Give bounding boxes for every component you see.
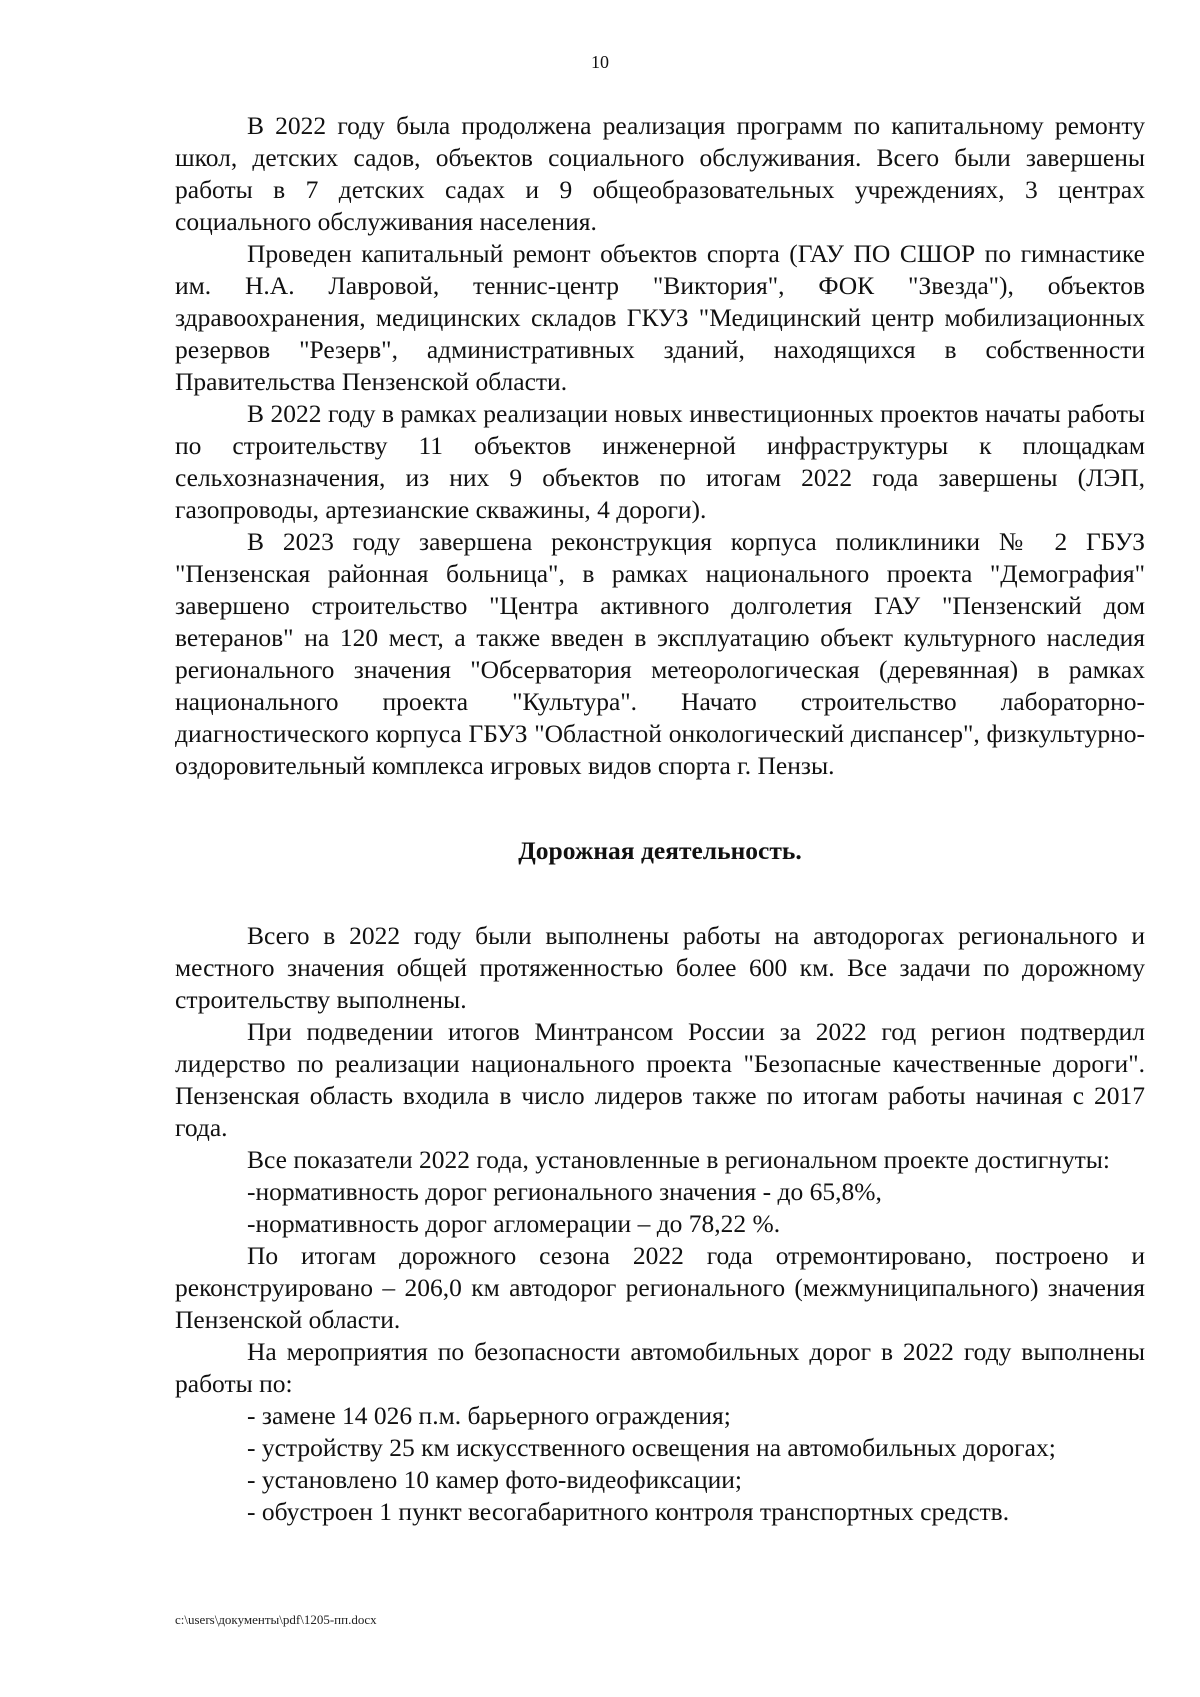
indicator-item: -нормативность дорог регионального значения - до 65,8%, — [247, 1177, 882, 1206]
paragraph-road-season-results: По итогам дорожного сезона 2022 года отремонтировано, построено и реконструировано – 206,0 км автодорог регионального (межмуниципального) значения Пензенской области. — [175, 1241, 1145, 1334]
indicator-item: -нормативность дорог агломерации – до 78,22 %. — [247, 1209, 781, 1238]
paragraph-indicators-intro: Все показатели 2022 года, установленные в региональном проекте достигнуты: — [247, 1145, 1111, 1174]
paragraph-reconstruction-2023: В 2023 году завершена реконструкция корпуса поликлиники № 2 ГБУЗ "Пензенская районная больница", в рамках национального проекта "Демография" завершено строительство "Центра активного долголетия ГАУ "Пензенский дом ветеранов" на 120 мест, а также введен в эксплуатацию объект культурного наследия регионального значения "Обсерватория метеорологическая (деревянная) в рамках национального проекта "Культура". Начато строительство лабораторно-диагностического корпуса ГБУЗ "Областной онкологический диспансер", физкультурно-оздоровительный комплекса игровых видов спорта г. Пензы. — [175, 527, 1145, 780]
paragraph-mintrans-results: При подведении итогов Минтрансом России за 2022 год регион подтвердил лидерство по реализации национального проекта "Безопасные качественные дороги". Пензенская область входила в число лидеров также по итогам работы начиная с 2017 года. — [175, 1017, 1145, 1142]
work-item: - устройству 25 км искусственного освещения на автомобильных дорогах; — [247, 1433, 1056, 1462]
paragraph-school-repairs: В 2022 году была продолжена реализация программ по капитальному ремонту школ, детских садов, объектов социального обслуживания. Всего были завершены работы в 7 детских садах и 9 общеобразовательных учреждениях, 3 центрах социального обслуживания населения. — [175, 111, 1145, 236]
document-body — [175, 110, 1145, 1528]
paragraph-road-works-total: Всего в 2022 году были выполнены работы на автодорогах регионального и местного значения общей протяженностью более 600 км. Все задачи по дорожному строительству выполнены. — [175, 921, 1145, 1014]
footer-file-path: c:\users\документы\pdf\1205-пп.docx — [175, 1612, 377, 1627]
page-number: 10 — [591, 52, 609, 72]
work-item: - обустроен 1 пункт весогабаритного контроля транспортных средств. — [247, 1497, 1010, 1526]
paragraph-investment-projects: В 2022 году в рамках реализации новых инвестиционных проектов начаты работы по строительству 11 объектов инженерной инфраструктуры к площадкам сельхозназначения, из них 9 объектов по итогам 2022 года завершены (ЛЭП, газопроводы, артезианские скважины, 4 дороги). — [175, 399, 1145, 524]
paragraph-sport-objects-repair: Проведен капитальный ремонт объектов спорта (ГАУ ПО СШОР по гимнастике им. Н.А. Лавровой, теннис-центр "Виктория", ФОК "Звезда"), объектов здравоохранения, медицинских складов ГКУЗ "Медицинский центр мобилизационных резервов "Резерв", административных зданий, находящихся в собственности Правительства Пензенской области. — [175, 239, 1145, 396]
work-item: - замене 14 026 п.м. барьерного ограждения; — [247, 1401, 731, 1430]
section-heading-road-activity: Дорожная деятельность. — [518, 836, 802, 865]
paragraph-road-safety-intro: На мероприятия по безопасности автомобильных дорог в 2022 году выполнены работы по: — [175, 1337, 1145, 1398]
work-item: - установлено 10 камер фото-видеофиксации; — [247, 1465, 743, 1494]
